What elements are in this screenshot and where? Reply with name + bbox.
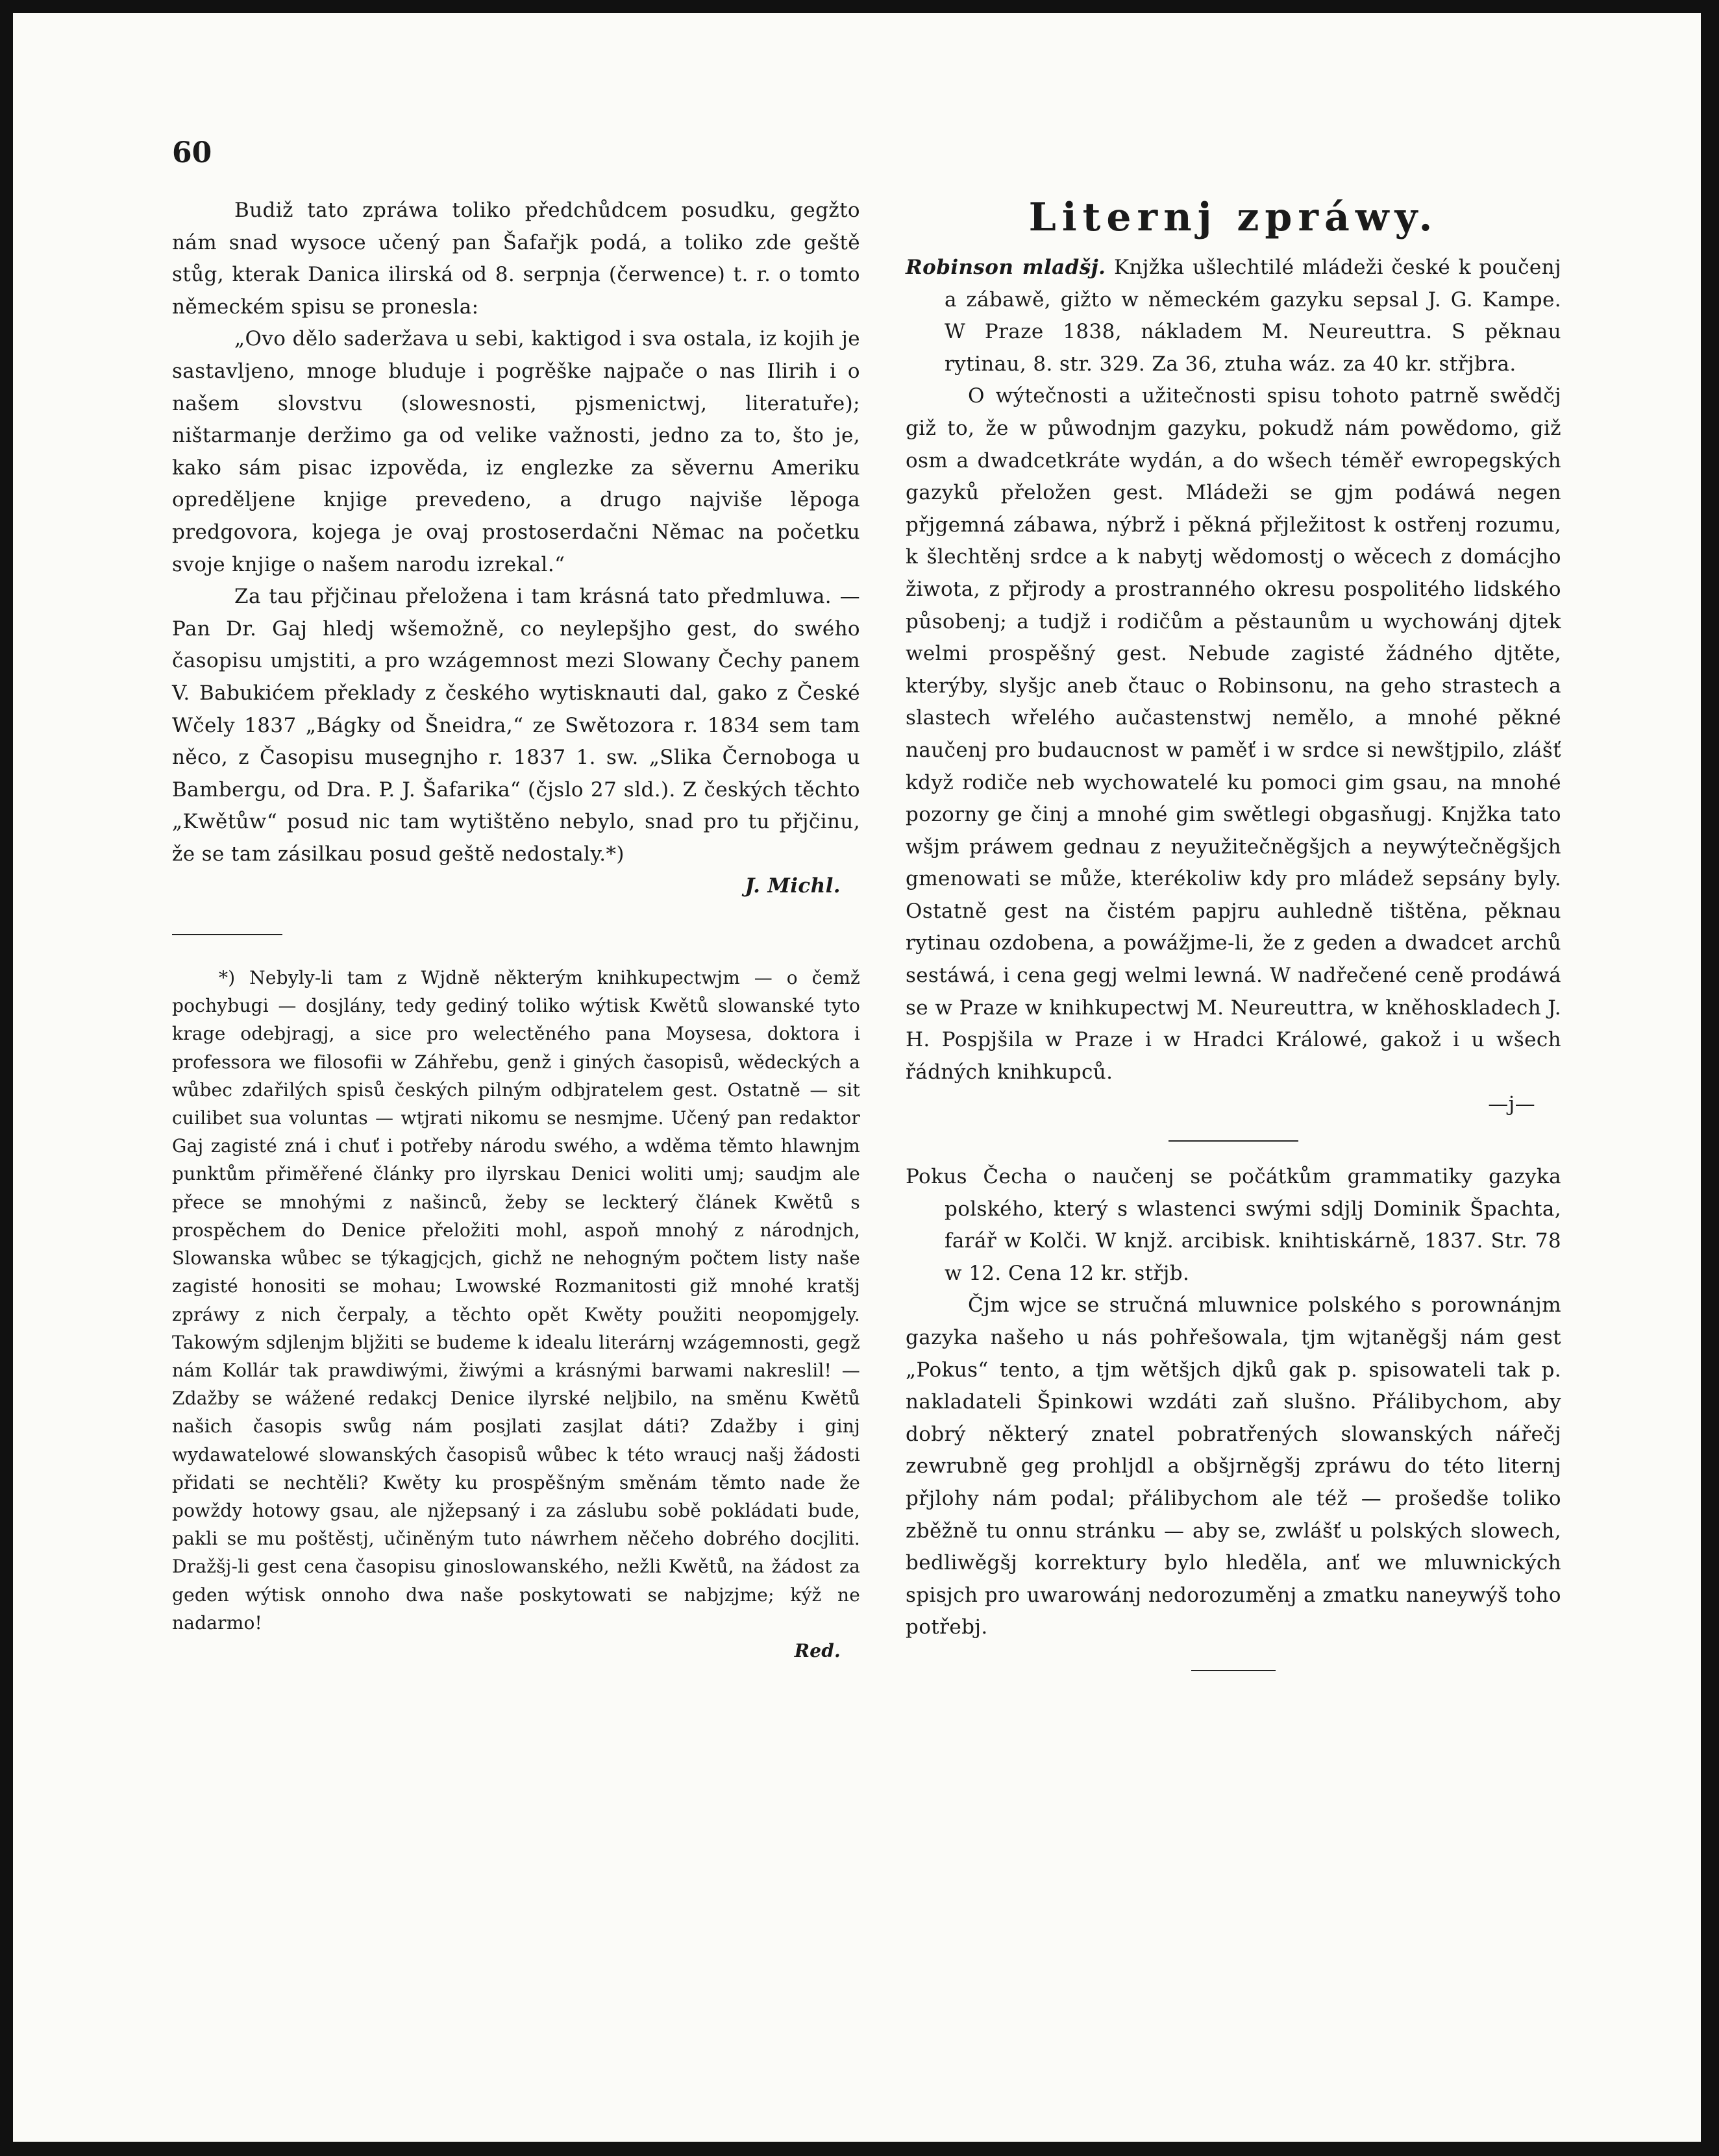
section-heading: Liternj zpráwy. (1028, 195, 1439, 240)
review-body: Čjm wjce se stručná mluwnice polského s porownánjm gazyka našeho u nás pohřešowala, tjm wjtaněgšj nám gest „Pokus“ tento, a tjm wětšjch djků gak p. spisowateli tak p. nakladateli Špinkowi wzdáti zaň slušno. Přálibychom, aby dobrý některý znatel pobratřených slowanských nářečj zewrubně geg prohljdl a obšjrněgšj zpráwu do této liternj přjlohy nám podal; přálibychom ale též — prošedše toliko zběžně tu onnu stránku — aby se, zwlášť u polských slowech, bedliwěgšj korrektury bylo hleděla, anť we mluwnických spisjch pro uwarowánj nedorozuměnj a zmatku naneywýš toho potřebj. (906, 1293, 1561, 1639)
paragraph: Budiž tato zpráwa toliko předchůdcem posudku, gegžto nám snad wysoce učený pan Šafařjk podá, a toliko zde geště stůg, kterak Danica ilirská od 8. serpnja (čerwence) t. r. o tomto německém spisu se pronesla: (172, 199, 860, 319)
review-title: Robinson mladšj. (906, 256, 1106, 279)
signature: J. Michl. (745, 874, 841, 898)
divider (1169, 1140, 1298, 1142)
right-column (906, 195, 1561, 1671)
left-column (172, 195, 860, 1665)
review-header-text: Knjžka ušlechtilé mládeži české k poučenj a zábawě, gižto w německém gazyku sepsal J. G. Kampe. W Praze 1838, nákladem M. Neureuttra. S pěknau rytinau, 8. str. 329. Za 36, ztuha wáz. za 40 kr. střjbra. (945, 256, 1561, 376)
divider (1191, 1670, 1276, 1671)
paragraph: „Ovo dělo saderžava u sebi, kaktigod i sva ostala, iz kojih je sastavljeno, mnoge bluduje i pogrěške najpače o nas Ilirih i o našem slovstvu (slowesnosti, pjsmenictwj, literatuře); ništarmanje deržimo ga od velike važnosti, jedno za to, što je, kako sám pisac izpověda, iz englezke za sěvernu Ameriku opreděljene knjige prevedeno, a drugo najviše lěpoga predgovora, kojega je ovaj prostoserdačni Němac na početku svoje knjige o našem narodu izrekal.“ (172, 327, 860, 576)
book-page (13, 13, 1701, 2142)
footnote: *) Nebyly-li tam z Wjdně některým knihkupectwjm — o čemž pochybugi — dosjlány, tedy gediný toliko wýtisk Kwětů slowanské tyto krage odebjragj, a sice pro welectěného pana Moysesa, doktora i professora we filosofii w Záhřebu, genž i giných časopisů, wědeckých a wůbec zdařilých spisů českých pilným odbjratelem gest. Ostatně — sit cuilibet sua voluntas — wtjrati nikomu se nesmjme. Učený pan redaktor Gaj zagisté zná i chuť i potřeby národu swého, a wděma těmto hlawnjm punktům přiměřené články pro ilyrskau Denici woliti umj; saudjm ale přece se mnohými z našinců, žeby se leckterý článek Kwětů s prospěchem do Denice přeložiti mohl, aspoň mnohý z národnjch, Slowanska wůbec se týkagjcjch, gichž ne nehogným počtem listy naše zagisté honositi se mohau; Lwowské Rozmanitosti giž mnohé kratšj zpráwy z nich čerpaly, a těchto opět Kwěty použiti neopomjgely. Takowým sdjlenjm bljžiti se budeme k idealu literárnj wzágemnosti, gegž nám Kollár tak prawdiwými, žiwými a krásnými barwami nakreslil! — Zdažby se wážené redakcj Denice ilyrské neljbilo, na směnu Kwětů našich časopis swůg nám posjlati zasjlat dáti? Zdažby i ginj wydawatelowé slowanských časopisů wůbec k této wraucj našj žádosti přidati se nechtěli? Kwěty ku prospěšným směnám těmto nade že powždy hotowy gsau, ale njžepsaný i za záslubu sobě pokládati bude, pakli se mu poštěstj, učiněným tuto náwrhem něčeho dobrého docjliti. Dražšj-li gest cena časopisu ginoslowanského, nežli Kwětů, na žádost za geden wýtisk onnoho dwa naše poskytowati se nabjzjme; kýž ne nadarmo! (172, 967, 860, 1634)
review-signature: —j— (1488, 1092, 1535, 1116)
footnote-rule (172, 934, 282, 935)
review-header: Pokus Čecha o naučenj se počátkům grammatiky gazyka polského, který s wlastenci swými sdjlj Dominik Špachta, farář w Kolči. W knjž. arcibisk. knihtiskárně, 1837. Str. 78 w 12. Cena 12 kr. střjb. (906, 1165, 1561, 1285)
review-body: O wýtečnosti a užitečnosti spisu tohoto patrně swědčj giž to, že w půwodnjm gazyku, pokudž nám powědomo, giž osm a dwadcetkráte wydán, a do wšech téměř ewropegských gazyků přeložen gest. Mládeži se gjm podáwá negen přjgemná zábawa, nýbrž i pěkná přjležitost k ostřenj rozumu, k šlechtěnj srdce a k nabytj wědomostj o wěcech z domácjho žiwota, z přjrody a prostranného okresu pospolitého lidského působenj; a tudjž i rodičům a pěstaunům u wychowánj djtek welmi prospěšný gest. Nebude zagisté žádného djtěte, kterýby, slyšjc aneb čtauc o Robinsonu, na geho strastech a slastech wřelého aučastenstwj nemělo, a mnohé pěkné naučenj pro budaucnost w paměť i w srdce si newštjpilo, zlášť když rodiče neb wychowatelé ku pomoci gim gsau, na mnohé pozorny ge činj a mnohé gim swětlegi obgasňugj. Knjžka tato wšjm práwem gednau z neyužitečněgšjch a neywýtečněgšjch gmenowati se může, kterékoliw kdy pro mládež sepsány byly. Ostatně gest na čistém papjru auhledně tištěna, pěknau rytinau ozdobena, a powážjme-li, že z geden a dwadcet archů sestáwá, i cena gegj welmi lewná. W nadřečené ceně prodáwá se w Praze w knihkupectwj M. Neureuttra, w kněhoskladech J. H. Pospjšila w Praze i w Hradci Králowé, gakož i u wšech řádných knihkupců. (906, 384, 1561, 1084)
review-header (906, 252, 1561, 380)
paragraph: Za tau přjčinau přeložena i tam krásná tato předmluwa. — Pan Dr. Gaj hledj wšemožně, co neylepšjho gest, do swého časopisu umjstiti, a pro wzágemnost mezi Slowany Čechy panem V. Babukićem překlady z českého wytisknauti dal, gako z České Wčely 1837 „Bágky od Šneidra,“ ze Swětozora r. 1834 sem tam něco, z Časopisu musegnjho r. 1837 1. sw. „Slika Černoboga u Bambergu, od Dra. P. J. Šafarika“ (čjslo 27 sld.). Z českých těchto „Kwětůw“ posud nic tam wytištěno nebylo, snad pro tu přjčinu, že se tam zásilkau posud geště nedostaly.*) (172, 585, 860, 866)
page-number: 60 (172, 136, 212, 169)
footnote-signature: Red. (794, 1639, 841, 1661)
